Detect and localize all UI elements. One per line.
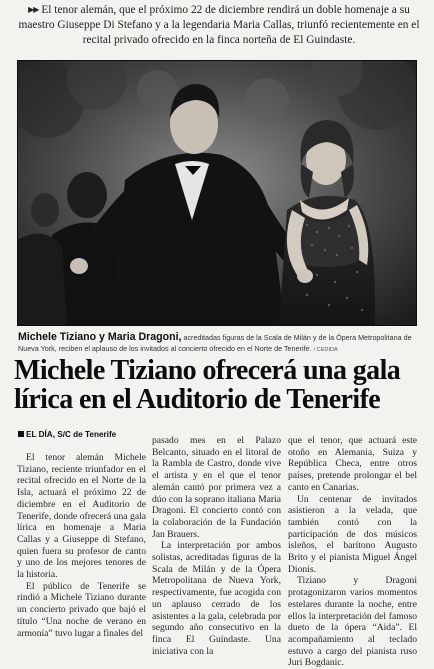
square-bullet-icon: [18, 431, 24, 437]
body-paragraph: que el tenor, que actuará este otoño en Alemania, Suiza y República Checa, entre otros países, pretende prolongar el bel canto en Canarias.: [288, 435, 417, 493]
body-paragraph: El público de Tenerife se rindió a Michele Tiziano durante un concierto privado que bajó el título “Una noche de verano en armonía” tuvo lugar a finales del: [17, 580, 146, 639]
caption-names: Michele Tiziano y Maria Dragoni,: [18, 331, 182, 343]
body-column-2: [152, 435, 281, 657]
body-paragraph: pasado mes en el Palazo Belcanto, situado en el litoral de la Rambla de Castro, donde vive el artista y en el que el tenor alemán cantó por primera vez a dúo con la soprano italiana Maria Dragoni. El concierto contó con la colaboración de la Fundación Jan Brauers.: [152, 435, 281, 540]
photo-credit: / CEDIDA: [313, 346, 338, 353]
body-paragraph: La interpretación por ambos solistas, acreditadas figuras de la Scala de Milán y de la Ópera Metropolitana de Nueva York, respectivamente, fue acogida con un aplauso cerrado de los asistentes a la gala, celebrada por segundo año consecutivo en la finca El Guindaste. Una iniciativa con la: [152, 540, 281, 657]
dateline: [18, 430, 116, 439]
body-paragraph: Tiziano y Dragoni protagonizaron varios momentos estelares durante la noche, entre ellos la interpretación del famoso dueto de la ópera “Aida”. El acompañamiento al teclado estuvo a cargo del pianista ruso Juri Bogdanic.: [288, 575, 417, 669]
double-arrow-icon: ▶▶: [28, 5, 39, 14]
news-photo: [17, 60, 417, 326]
dateline-text: EL DÍA, S/C de Tenerife: [26, 430, 117, 439]
body-paragraph: El tenor alemán Michele Tiziano, reciente triunfador en el recital ofrecido en el Norte de la Isla, actuará el próximo 22 de diciembre en el Auditorio de Tenerife, donde ofrecerá una gala lírica en homenaje a Maria Callas y a Giuseppe di Stefano, quien fuera su profesor de canto y uno de los mejores tenores de la historia.: [17, 452, 146, 581]
headline: Michele Tiziano ofrecerá una gala lírica en el Auditorio de Tenerife: [14, 355, 401, 415]
photo-illustration: [17, 60, 417, 326]
body-column-1: [17, 452, 146, 639]
body-paragraph: Un centenar de invitados asistieron a la velada, que también contó con la participación de dos músicos isleños, el barítono Augusto Brito y el pianista Miguel Ángel Dionis.: [288, 493, 417, 575]
body-column-3: [288, 435, 417, 669]
caption-text: acreditadas figuras de la Scala de Milán y de la Ópera Metropolitana de Nueva York, reciben el aplauso de los invitados al concierto ofrecido en el Norte de Tenerife.: [18, 333, 412, 353]
lead-paragraph: [17, 2, 421, 49]
lead-text: El tenor alemán, que el próximo 22 de diciembre rendirá un doble homenaje a su maestro Giuseppe Di Stefano y a la legendaria Maria Callas, triunfó recientemente en el recital privado ofrecido en la finca norteña de El Guindaste.: [18, 4, 420, 47]
photo-caption: [18, 332, 423, 355]
